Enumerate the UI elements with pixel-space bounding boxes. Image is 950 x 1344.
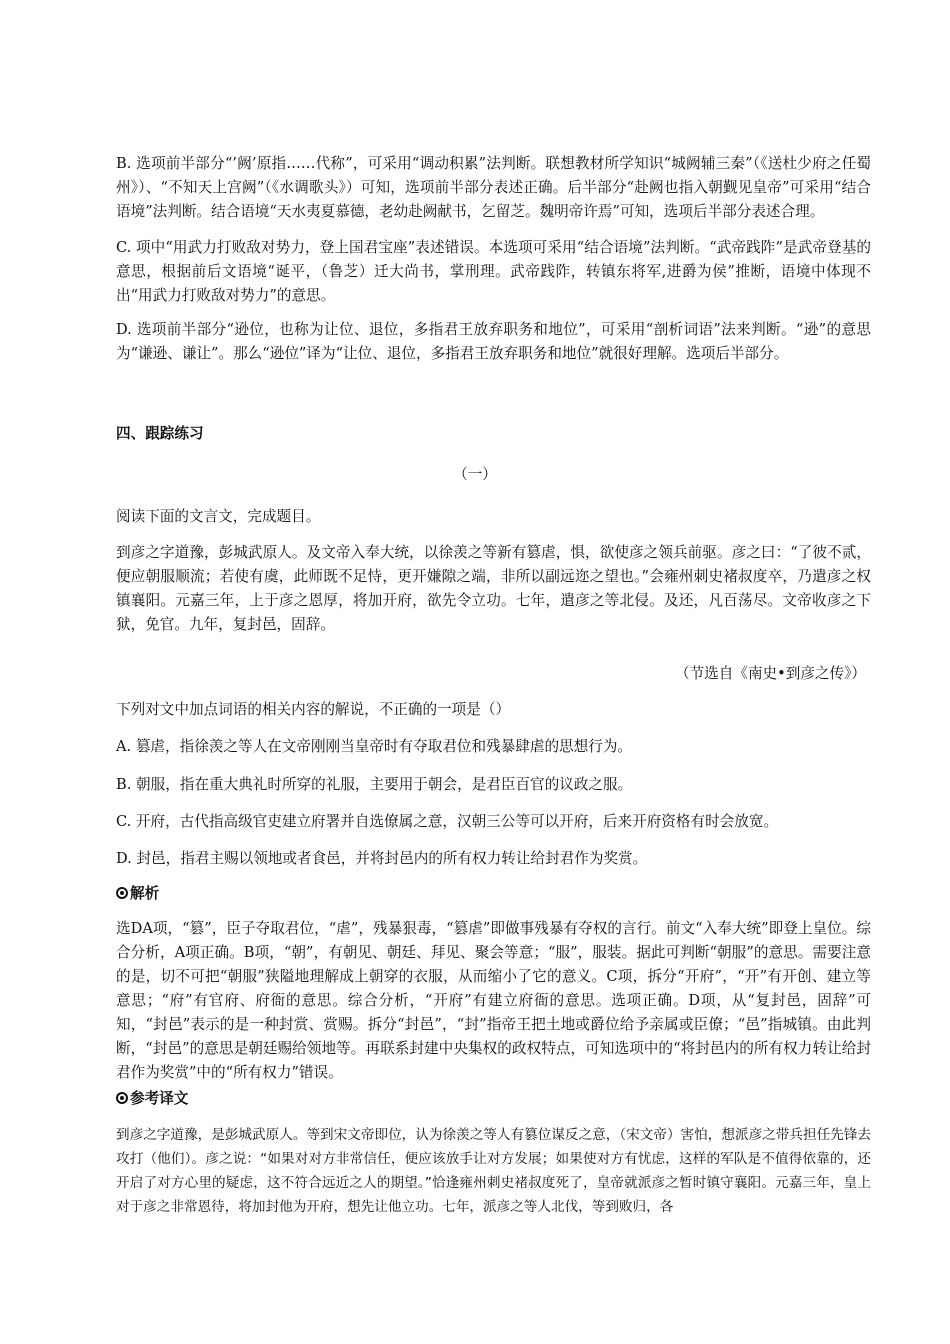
translation-heading-label: 参考译文 [130, 1090, 189, 1107]
option-d: D. 封邑，指君主赐以领地或者食邑，并将封邑内的所有权力转让给封君作为奖赏。 [116, 850, 648, 867]
classical-passage: 到彦之字道豫，彭城武原人。及文帝入奉大统，以徐羡之等新有篡虐，惧，欲使彦之领兵前驱。彦之曰：“了彼不贰，便应朝服顺流；若使有虞，此师既不足恃，更开嫌隙之端，非所以副远迩之望也。”会雍州刺史褚叔度卒，乃遣彦之权镇襄阳。元嘉三年，上于彦之恩厚，将加开府，欲先令立功。七年，遣彦之等北侵。及还，凡百荡尽。文帝收彦之下狱，免官。九年，复封邑，固辞。 [116, 544, 871, 633]
option-a: A. 篡虐，指徐羡之等人在文帝刚刚当皇帝时有夺取君位和残暴肆虐的思想行为。 [116, 738, 633, 755]
analysis-option-c: C. 项中“用武力打败敌对势力，登上国君宝座”表述错误。本选项可采用“结合语境”法判断。“武帝践阼”是武帝登基的意思，根据前后文语境“诞平，（鲁芝）迁大尚书，掌刑理。武帝践阼，转镇东将军,进爵为侯”推断，语境中体现不出“用武力打败敌对势力”的意思。 [116, 239, 871, 304]
instruction: 阅读下面的文言文，完成题目。 [116, 508, 321, 525]
analysis-heading [116, 882, 159, 906]
analysis-heading-label: 解析 [130, 885, 160, 902]
translation-body: 到彦之字道豫，是彭城武原人。等到宋文帝即位，认为徐羡之等人有篡位谋反之意，（宋文帝）害怕，想派彦之带兵担任先锋去攻打（他们）。彦之说：“如果对对方非常信任，便应该放手让对方发展；如果使对方有忧虑，这样的军队是不值得依靠的，还开启了对方心里的疑虑，这不符合远近之人的期望。”恰逢雍州刺史褚叔度死了，皇帝就派彦之暂时镇守襄阳。元嘉三年，皇上对于彦之非常恩待，将加封他为开府，想先让他立功。七年，派彦之等人北伐，等到败归，各 [116, 1127, 871, 1215]
option-c: C. 开府，古代指高级官吏建立府署并自选僚属之意，汉朝三公等可以开府，后来开府资格有时会放宽。 [116, 813, 779, 830]
analysis-body: 选DA项，“篡”，臣子夺取君位，“虐”，残暴狠毒，“篡虐”即做事残暴有夺权的言行。前文“入奉大统”即登上皇位。综合分析，A项正确。B项，“朝”，有朝见、朝廷、拜见、聚会等意；“服”，服装。据此可判断“朝服”的意思。需要注意的是，切不可把“朝服”狭隘地理解成上朝穿的衣服，从而缩小了它的意义。C项，拆分“开府”，“开”有开创、建立等意思；“府”有官府、府衙的意思。综合分析，“开府”有建立府衙的意思。选项正确。D项，从“复封邑，固辞”可知，“封邑”表示的是一种封赏、赏赐。拆分“封邑”，“封”指帝王把土地或爵位给予亲属或臣僚；“邑”指城镇。由此判断，“封邑”的意思是朝廷赐给领地等。再联系封建中央集权的政权特点，可知选项中的“将封邑内的所有权力转让给封君作为奖赏”中的“所有权力”错误。 [116, 920, 871, 1081]
analysis-option-b: B. 选项前半部分“’阙’原指……代称”，可采用“调动积累”法判断。联想教材所学知识“城阙辅三秦”（《送杜少府之任蜀州》）、“不知天上宫阙”（《水调歌头》）可知，选项前半部分表述正确。后半部分“赴阙也指入朝觐见皇帝”可采用“结合语境”法判断。结合语境“天水夷夏慕德，老幼赴阙献书，乞留芝。魏明帝许焉”可知，选项后半部分表述合理。 [116, 155, 871, 220]
section-heading: 四、跟踪练习 [116, 425, 204, 442]
target-bullet-icon [116, 887, 128, 899]
target-bullet-icon [116, 1092, 128, 1104]
passage-source: （节选自《南史•到彦之传》） [674, 665, 866, 682]
analysis-option-d: D. 选项前半部分“逊位，也称为让位、退位，多指君王放弃职务和地位”，可采用“剖析词语”法来判断。“逊”的意思为“谦逊、谦让”。那么“逊位”译为“让位、退位，多指君王放弃职务和地位”就很好理解。选项后半部分。 [116, 321, 871, 362]
exercise-number: （一） [453, 466, 497, 483]
question-stem: 下列对文中加点词语的相关内容的解说，不正确的一项是（） [116, 701, 511, 718]
translation-heading [116, 1087, 188, 1111]
option-b: B. 朝服，指在重大典礼时所穿的礼服，主要用于朝会，是君臣百官的议政之服。 [116, 776, 633, 793]
